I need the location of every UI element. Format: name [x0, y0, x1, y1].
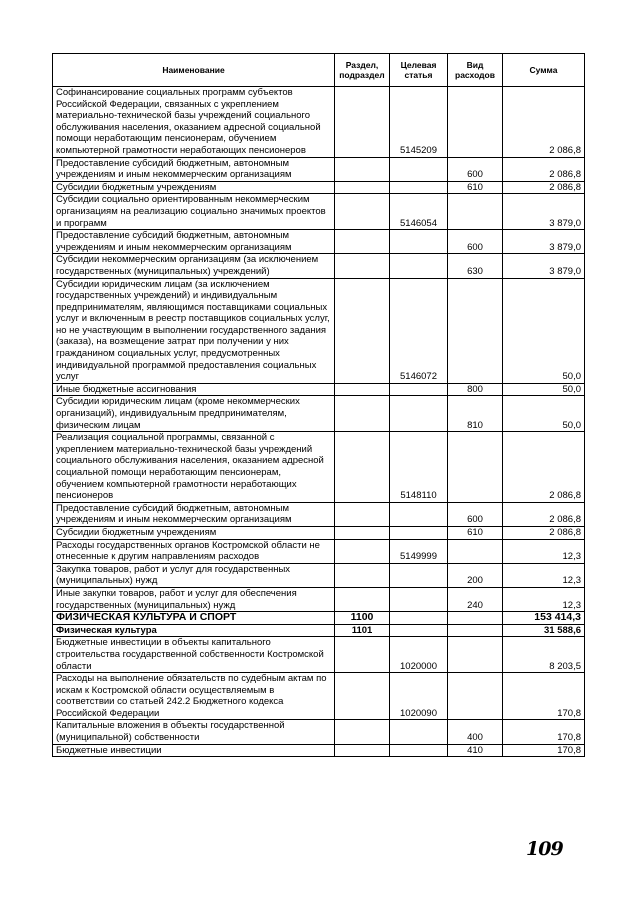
row-expense: 400 — [448, 720, 503, 744]
row-target — [390, 383, 448, 396]
row-target: 5149999 — [390, 539, 448, 563]
row-sum: 2 086,8 — [503, 181, 585, 194]
row-sum: 31 588,6 — [503, 624, 585, 637]
row-sum: 8 203,5 — [503, 637, 585, 673]
row-name: ФИЗИЧЕСКАЯ КУЛЬТУРА И СПОРТ — [53, 612, 335, 625]
header-name: Наименование — [53, 54, 335, 87]
row-name: Субсидии социально ориентированным некоммерческим организациям на реализацию социально значимых проектов и программ — [53, 194, 335, 230]
row-target — [390, 563, 448, 587]
subsection-row — [53, 624, 585, 637]
row-name: Капитальные вложения в объекты государственной (муниципальной) собственности — [53, 720, 335, 744]
row-expense — [448, 624, 503, 637]
row-target: 1020000 — [390, 637, 448, 673]
row-target: 5148110 — [390, 432, 448, 503]
row-sum: 2 086,8 — [503, 157, 585, 181]
table-row — [53, 194, 585, 230]
row-section — [335, 637, 390, 673]
row-section — [335, 230, 390, 254]
row-target — [390, 157, 448, 181]
row-expense — [448, 278, 503, 383]
row-sum: 12,3 — [503, 539, 585, 563]
row-expense: 630 — [448, 254, 503, 278]
row-name: Субсидии бюджетным учреждениям — [53, 526, 335, 539]
header-target: Целевая статья — [390, 54, 448, 87]
table-row — [53, 526, 585, 539]
row-expense: 200 — [448, 563, 503, 587]
row-target — [390, 624, 448, 637]
row-expense: 240 — [448, 587, 503, 611]
row-target — [390, 744, 448, 757]
row-name: Субсидии некоммерческим организациям (за исключением государственных (муниципальных) учреждений) — [53, 254, 335, 278]
row-section — [335, 181, 390, 194]
row-expense: 410 — [448, 744, 503, 757]
row-name: Расходы государственных органов Костромской области не отнесенные к другим направлениям расходов — [53, 539, 335, 563]
row-name: Расходы на выполнение обязательств по судебным актам по искам к Костромской области осуществляемым в соответствии со статьей 242.2 Бюджетного кодекса Российской Федерации — [53, 673, 335, 720]
row-sum: 50,0 — [503, 278, 585, 383]
table-row — [53, 563, 585, 587]
row-section — [335, 396, 390, 432]
table-row — [53, 637, 585, 673]
row-target — [390, 181, 448, 194]
row-name: Субсидии юридическим лицам (за исключением государственных учреждений) и индивидуальным предпринимателям, являющимся поставщиками социальных услуг и включенным в реестр поставщиков социальных услуг, но не участвующим в выполнении государственного задания (заказа), на возмещение затрат при получении у них гражданином социальных услуг, предусмотренных индивидуальной программой предоставления социальных услуг — [53, 278, 335, 383]
row-sum: 170,8 — [503, 744, 585, 757]
row-sum: 12,3 — [503, 563, 585, 587]
row-section — [335, 744, 390, 757]
table-row — [53, 383, 585, 396]
row-expense — [448, 432, 503, 503]
row-target — [390, 612, 448, 625]
row-section — [335, 383, 390, 396]
table-row — [53, 396, 585, 432]
row-name: Физическая культура — [53, 624, 335, 637]
row-sum: 3 879,0 — [503, 254, 585, 278]
row-target: 5145209 — [390, 87, 448, 158]
row-target — [390, 254, 448, 278]
row-target — [390, 587, 448, 611]
header-section: Раздел, подраздел — [335, 54, 390, 87]
row-expense: 600 — [448, 502, 503, 526]
row-section — [335, 563, 390, 587]
row-section — [335, 502, 390, 526]
row-expense: 610 — [448, 526, 503, 539]
row-expense: 600 — [448, 230, 503, 254]
row-sum: 3 879,0 — [503, 194, 585, 230]
row-sum: 170,8 — [503, 673, 585, 720]
row-name: Иные бюджетные ассигнования — [53, 383, 335, 396]
row-name: Реализация социальной программы, связанной с укреплением материально-технической базы учреждений социального обслуживания населения, оказанием адресной социальной помощи неработающим пенсионерам, обучением компьютерной грамотности неработающих пенсионеров — [53, 432, 335, 503]
row-name: Субсидии бюджетным учреждениям — [53, 181, 335, 194]
row-name: Предоставление субсидий бюджетным, автономным учреждениям и иным некоммерческим организациям — [53, 230, 335, 254]
row-section: 1101 — [335, 624, 390, 637]
table-row — [53, 181, 585, 194]
table-row — [53, 278, 585, 383]
row-section — [335, 87, 390, 158]
row-section — [335, 278, 390, 383]
row-target: 1020090 — [390, 673, 448, 720]
table-row — [53, 157, 585, 181]
row-sum: 2 086,8 — [503, 432, 585, 503]
row-name: Бюджетные инвестиции — [53, 744, 335, 757]
row-name: Закупка товаров, работ и услуг для государственных (муниципальных) нужд — [53, 563, 335, 587]
row-section — [335, 587, 390, 611]
row-section — [335, 539, 390, 563]
row-section — [335, 157, 390, 181]
table-row — [53, 230, 585, 254]
row-target — [390, 502, 448, 526]
row-expense — [448, 612, 503, 625]
table-row — [53, 539, 585, 563]
table-row — [53, 673, 585, 720]
table-row — [53, 87, 585, 158]
row-name: Бюджетные инвестиции в объекты капитального строительства государственной собственности Костромской области — [53, 637, 335, 673]
row-section — [335, 194, 390, 230]
row-sum: 50,0 — [503, 396, 585, 432]
row-expense — [448, 673, 503, 720]
row-sum: 170,8 — [503, 720, 585, 744]
row-sum: 50,0 — [503, 383, 585, 396]
row-target — [390, 526, 448, 539]
row-expense: 800 — [448, 383, 503, 396]
table-row — [53, 502, 585, 526]
row-sum: 12,3 — [503, 587, 585, 611]
row-sum: 2 086,8 — [503, 526, 585, 539]
row-target: 5146072 — [390, 278, 448, 383]
header-sum: Сумма — [503, 54, 585, 87]
table-row — [53, 432, 585, 503]
header-row — [53, 54, 585, 87]
row-target — [390, 720, 448, 744]
header-expense: Вид расходов — [448, 54, 503, 87]
row-name: Софинансирование социальных программ субъектов Российской Федерации, связанных с укреплением материально-технической базы учреждений социального обслуживания населения, оказанием адресной социальной помощи неработающим пенсионерам, обучением компьютерной грамотности неработающих пенсионеров — [53, 87, 335, 158]
row-expense — [448, 87, 503, 158]
row-expense: 600 — [448, 157, 503, 181]
row-expense — [448, 539, 503, 563]
row-name: Субсидии юридическим лицам (кроме некоммерческих организаций), индивидуальным предпринимателям, физическим лицам — [53, 396, 335, 432]
table-row — [53, 744, 585, 757]
row-sum: 153 414,3 — [503, 612, 585, 625]
row-sum: 2 086,8 — [503, 87, 585, 158]
row-target — [390, 396, 448, 432]
table-row — [53, 720, 585, 744]
section-row — [53, 612, 585, 625]
row-sum: 3 879,0 — [503, 230, 585, 254]
row-section — [335, 720, 390, 744]
row-target: 5146054 — [390, 194, 448, 230]
row-section — [335, 673, 390, 720]
row-section — [335, 254, 390, 278]
row-name: Предоставление субсидий бюджетным, автономным учреждениям и иным некоммерческим организациям — [53, 157, 335, 181]
row-expense — [448, 637, 503, 673]
row-name: Предоставление субсидий бюджетным, автономным учреждениям и иным некоммерческим организациям — [53, 502, 335, 526]
row-target — [390, 230, 448, 254]
table-row — [53, 587, 585, 611]
page-number: 109 — [526, 838, 563, 860]
row-expense: 610 — [448, 181, 503, 194]
row-section: 1100 — [335, 612, 390, 625]
row-expense — [448, 194, 503, 230]
row-section — [335, 432, 390, 503]
table-row — [53, 254, 585, 278]
row-sum: 2 086,8 — [503, 502, 585, 526]
row-section — [335, 526, 390, 539]
budget-table — [52, 53, 585, 757]
row-name: Иные закупки товаров, работ и услуг для обеспечения государственных (муниципальных) нужд — [53, 587, 335, 611]
row-expense: 810 — [448, 396, 503, 432]
